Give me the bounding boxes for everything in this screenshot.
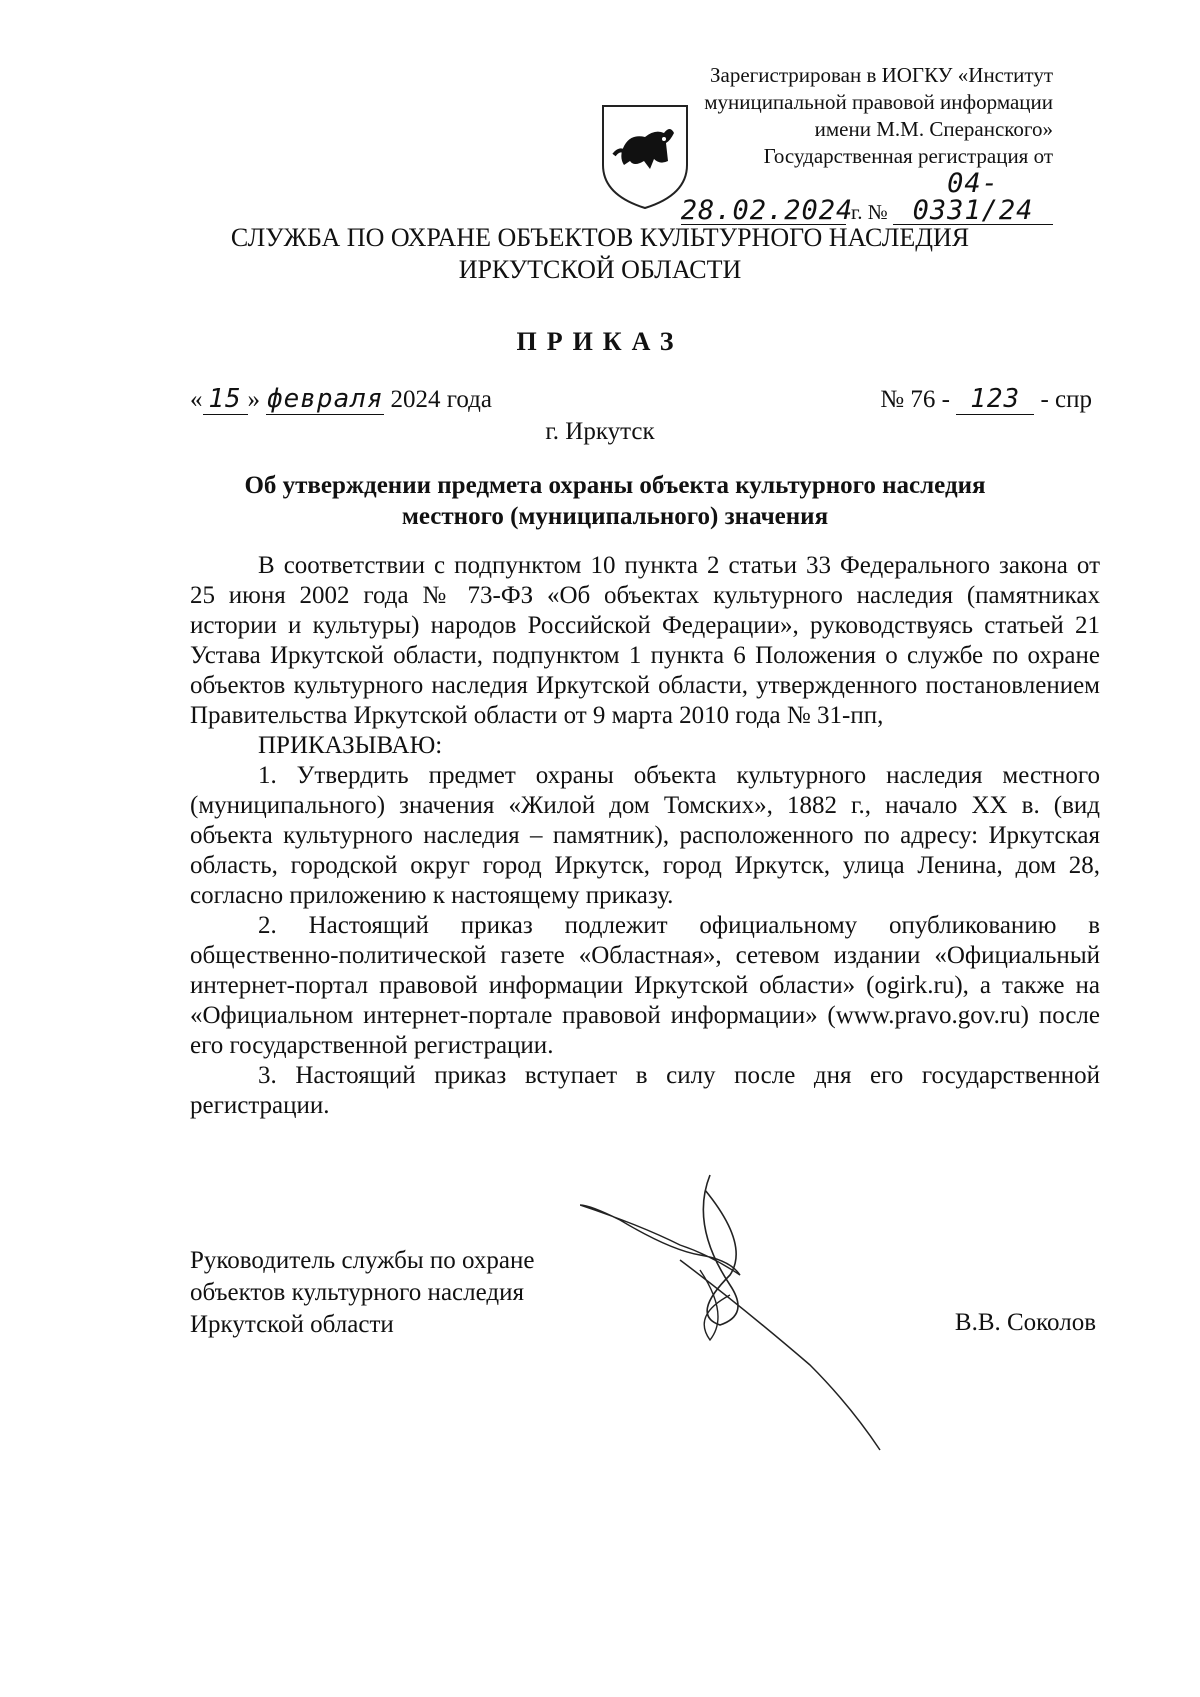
- signatory-name: В.В. Соколов: [954, 1309, 1096, 1336]
- order-number-suffix: - спр: [1040, 386, 1092, 413]
- subject-line: местного (муниципального) значения: [401, 503, 829, 530]
- order-body: [190, 551, 1100, 1121]
- signatory-title-line: объектов культурного наследия: [190, 1279, 524, 1306]
- quote-open: «: [190, 386, 203, 413]
- order-year: 2024 года: [390, 386, 492, 413]
- registration-line: муниципальной правовой информации: [704, 90, 1053, 114]
- signatory-title-line: Иркутской области: [190, 1311, 394, 1338]
- preamble-paragraph: В соответствии с подпунктом 10 пункта 2 статьи 33 Федерального закона от 25 июня 2002 года № 73-ФЗ «Об объектах культурного наследия (памятниках истории и культуры) народов Российской Федерации», руководствуясь статьей 21 Устава Иркутской области, подпунктом 1 пункта 6 Положения о службе по охране объектов культурного наследия Иркутской области, утвержденного постановлением Правительства Иркутской области от 9 марта 2010 года № 31-пп,: [190, 552, 1100, 729]
- order-item-1: 1. Утвердить предмет охраны объекта культурного наследия местного (муниципального) значения «Жилой дом Томских», 1882 г., начало XX в. (вид объекта культурного наследия – памятник), расположенного по адресу: Иркутская область, городской округ город Иркутск, город Иркутск, улица Ленина, дом 28, согласно приложению к настоящему приказу.: [190, 762, 1100, 909]
- order-day: 15: [203, 384, 248, 415]
- organization-name: СЛУЖБА ПО ОХРАНЕ ОБЪЕКТОВ КУЛЬТУРНОГО НАСЛЕДИЯ: [230, 223, 970, 252]
- order-item-2: 2. Настоящий приказ подлежит официальному опубликованию в общественно-политической газете «Областная», сетевом издании «Официальный интернет-портал правовой информации Иркутской области» (ogirk.ru), а также на «Официальном интернет-портале правовой информации» (www.pravo.gov.ru) после его государственной регистрации.: [190, 912, 1100, 1059]
- order-number-value: 123: [956, 384, 1034, 415]
- registration-date: 28.02.2024: [680, 195, 854, 226]
- order-number: [880, 384, 1092, 415]
- organization-region: ИРКУТСКОЙ ОБЛАСТИ: [458, 255, 742, 284]
- subject-line: Об утверждении предмета охраны объекта культурного наследия: [244, 472, 986, 499]
- quote-close: »: [247, 386, 260, 413]
- signatory-title: [190, 1245, 534, 1341]
- coat-of-arms-icon: [600, 103, 690, 211]
- registration-date-line: [633, 170, 1053, 226]
- order-number-prefix: № 76 -: [880, 386, 950, 413]
- registration-number-label: г. №: [850, 200, 888, 224]
- registration-line: Зарегистрирован в ИОГКУ «Институт: [709, 63, 1053, 87]
- document-type: ПРИКАЗ: [516, 327, 684, 356]
- order-month: февраля: [266, 384, 384, 414]
- order-subject: [180, 470, 1050, 532]
- order-item-3: 3. Настоящий приказ вступает в силу после дня его государственной регистрации.: [190, 1062, 1100, 1119]
- registration-number: 04-0331/24: [893, 170, 1053, 225]
- handwritten-signature: [580, 1165, 910, 1455]
- registration-line: имени М.М. Сперанского»: [814, 117, 1053, 141]
- order-date: [190, 384, 492, 415]
- order-city: г. Иркутск: [545, 418, 655, 445]
- signatory-title-line: Руководитель службы по охране: [190, 1247, 535, 1274]
- order-word: ПРИКАЗЫВАЮ:: [258, 732, 443, 759]
- registration-stamp: [633, 62, 1053, 226]
- registration-line: Государственная регистрация от: [763, 144, 1053, 168]
